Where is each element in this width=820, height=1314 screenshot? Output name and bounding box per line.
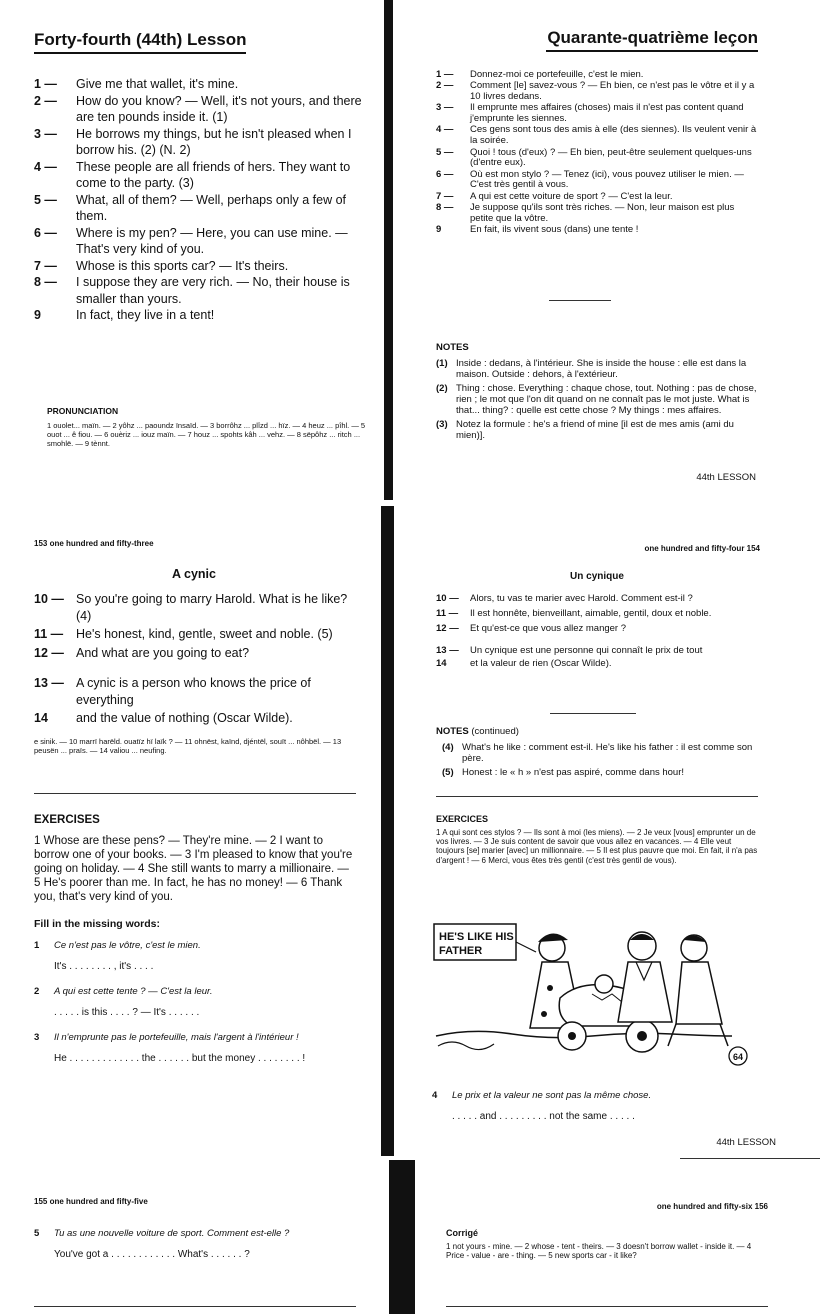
separator-line bbox=[549, 300, 611, 301]
exercices-text: 1 A qui sont ces stylos ? — Ils sont à moi (les miens). — 2 Je veux [vous] emprunter un de vos livres. — 3 Je suis content de savoir que vous allez en vacances. — 4 Elle veut toujours [se] marier [avec] un millionnaire. — 5 Il est plus pauvre que moi. En fait, il n'a pas d'argent ! — 6 Merci, vous êtes très gentil (c'est très gentil de vous). bbox=[436, 828, 758, 865]
list-item: 4 — Ces gens sont tous des amis à elle (des siennes). Ils veulent venir à la soirée. bbox=[436, 124, 757, 147]
page-155 bbox=[34, 567, 354, 755]
separator-line bbox=[34, 793, 356, 794]
page-156 bbox=[436, 571, 758, 670]
fill-item: 3 Il n'emprunte pas le portefeuille, mais l'argent à l'intérieur ! bbox=[34, 1032, 299, 1043]
note-item: (1) Inside : dedans, à l'intérieur. She is inside the house : elle est dans la maison. Outside : dehors, à l'extérieur. bbox=[436, 358, 747, 380]
pronunciation-text: 1 ouolet... maïn. — 2 yôhz ... paoundz ïnsaïd. — 3 borrôhz ... plîzd ... hïz. — 4 heuz ... pîhl. — 5 ouot ... ê fiou. — 6 ouèriz ... iouz maïn. — 7 houz ... spohts kâh ... vehz. — 8 sëpôhz ... ritch ... smohlë. — 9 tènnt. bbox=[47, 421, 366, 448]
list-item: 1 — Give me that wallet, it's mine. bbox=[34, 77, 239, 91]
list-item: 8 — I suppose they are very rich. — No, their house is smaller than yours. bbox=[34, 275, 350, 306]
pronunciation-text-2: e sinik. — 10 marrï harëld. ouatïz hï laïk ? — 11 ohnëst, kaïnd, djéntël, souït ... nôhbël. — 13 peusën ... praïs. — 14 valiou ... neufing. bbox=[34, 736, 342, 755]
list-item: 10 — Alors, tu vas te marier avec Harold. Comment est-il ? bbox=[436, 593, 693, 604]
list-item: 8 — Je suppose qu'ils sont très riches. — Non, leur maison est plus petite que la vôtre. bbox=[436, 202, 735, 224]
list-item: 3 — Il emprunte mes affaires (choses) mais il n'est pas content quand j'emprunte les siennes. bbox=[436, 102, 744, 125]
list-item: 6 — Où est mon stylo ? — Tenez (ici), vous pouvez utiliser le mien. — C'est très gentil à vous. bbox=[436, 168, 744, 191]
list-item: 12 — And what are you going to eat? bbox=[34, 645, 250, 660]
note-item: (5) Honest : le « h » n'est pas aspiré, comme dans hour! bbox=[442, 767, 685, 778]
lesson-title-fr: Quarante-quatrième leçon bbox=[547, 28, 758, 47]
lesson-label: 44th LESSON bbox=[696, 472, 756, 483]
page-footer-155: 155 one hundred and fifty-five bbox=[34, 1197, 148, 1206]
notes-continued: (continued) bbox=[471, 726, 519, 737]
fill-item-5: 5 Tu as une nouvelle voiture de sport. Comment est-elle ? You've got a . . . . . . . . . . . . What's . . . . . . ? bbox=[34, 1228, 356, 1262]
cartoon-caption-line2: FATHER bbox=[439, 945, 483, 957]
corrige-text: 1 not yours - mine. — 2 whose - tent - theirs. — 3 doesn't borrow wallet - inside it. — 4 Price - value - are - thing. — 5 new sports car - it like? bbox=[446, 1242, 752, 1261]
lesson-lines-en bbox=[34, 76, 369, 324]
exercices-heading: EXERCICES bbox=[436, 814, 489, 824]
fill-item: 1 Ce n'est pas le vôtre, c'est le mien. bbox=[34, 940, 201, 951]
list-item: 13 — A cynic is a person who knows the price of everything bbox=[34, 676, 311, 707]
exercices-block bbox=[436, 814, 758, 865]
fill-answer-line: He . . . . . . . . . . . . . the . . . . . . but the money . . . . . . . . ! bbox=[54, 1053, 306, 1064]
title-underline bbox=[34, 52, 246, 54]
list-item: 7 — Whose is this sports car? — It's theirs. bbox=[34, 258, 289, 273]
cynic-lines-fr bbox=[436, 594, 758, 670]
separator-line bbox=[446, 1306, 768, 1307]
page-footer-154: one hundred and fifty-four 154 bbox=[644, 544, 760, 553]
section-title-en: A cynic bbox=[171, 567, 216, 581]
cartoon-drawing bbox=[432, 918, 762, 1070]
note-item: (3) Notez la formule : he's a friend of mine [il est de mes amis (ami du mien)]. bbox=[436, 419, 734, 441]
list-item: 1 — Donnez-moi ce portefeuille, c'est le mien. bbox=[436, 69, 644, 80]
fill-item-4: 4 Le prix et la valeur ne sont pas la même chose. . . . . . and . . . . . . . . . not the same . . . . . bbox=[432, 1090, 758, 1124]
cynic-lines-en bbox=[34, 591, 354, 727]
section-title-fr: Un cynique bbox=[570, 571, 624, 582]
gutter-band-bottom bbox=[389, 1160, 415, 1314]
list-item: 14 et la valeur de rien (Oscar Wilde). bbox=[436, 658, 612, 670]
list-item: 14 and the value of nothing (Oscar Wilde). bbox=[34, 711, 293, 725]
list-item: 10 — So you're going to marry Harold. What is he like? (4) bbox=[34, 592, 348, 623]
page-footer-156: one hundred and fifty-six 156 bbox=[656, 1202, 768, 1211]
lesson-label: 44th LESSON bbox=[716, 1137, 776, 1148]
fill-heading: Fill in the missing words: bbox=[34, 918, 161, 930]
list-item: 3 — He borrows my things, but he isn't pleased when I borrow his. (2) (N. 2) bbox=[34, 126, 352, 157]
exercises-text: 1 Whose are these pens? — They're mine. — 2 I want to borrow one of your books. — 3 I'm pleased to know that you're going on holiday. — 4 She still wants to marry a millionaire. — 5 He's poorer than me. In fact, he has no money! — 6 Thank you, that's very kind of you. bbox=[34, 835, 353, 903]
fill-answer-line: You've got a . . . . . . . . . . . . What's . . . . . . ? bbox=[54, 1249, 250, 1260]
gutter-band-middle bbox=[381, 506, 394, 1156]
list-item: 4 — These people are all friends of hers. They want to come to the party. (3) bbox=[34, 159, 351, 190]
list-item: 12 — Et qu'est-ce que vous allez manger ? bbox=[436, 622, 627, 634]
list-item: 6 — Where is my pen? — Here, you can use mine. — That's very kind of you. bbox=[34, 225, 348, 256]
page-153 bbox=[34, 30, 369, 324]
notes-block-2 bbox=[436, 726, 758, 781]
separator-line bbox=[680, 1158, 820, 1159]
notes-heading: NOTES bbox=[436, 342, 469, 353]
separator-line bbox=[550, 713, 636, 714]
list-item: 5 — What, all of them? — Well, perhaps only a few of them. bbox=[34, 192, 347, 223]
title-underline bbox=[546, 50, 758, 52]
page-154 bbox=[436, 28, 758, 236]
pronunciation-heading: PRONUNCIATION bbox=[47, 406, 119, 416]
lesson-lines-fr bbox=[436, 70, 758, 236]
separator-line bbox=[436, 796, 758, 797]
fill-item: 2 A qui est cette tente ? — C'est la leur. bbox=[34, 986, 213, 997]
notes-heading: NOTES bbox=[436, 726, 469, 737]
fill-answer-line: It's . . . . . . . . , it's . . . . bbox=[54, 961, 154, 972]
cartoon-illustration bbox=[432, 918, 762, 1070]
note-item: (4) What's he like : comment est-il. He's like his father : il est comme son père. bbox=[442, 742, 753, 764]
note-item: (2) Thing : chose. Everything : chaque chose, tout. Nothing : pas de chose, rien ; le mot que l'on dit quand on ne connaît pas le mot juste. What is that... thing? : quelle est cette chose ? My things : mes affaires. bbox=[436, 383, 757, 416]
list-item: 5 — Quoi ! tous (d'eux) ? — Eh bien, peut-être seulement quelques-uns (d'entre eux). bbox=[436, 146, 752, 169]
cartoon-caption-line1: HE'S LIKE HIS bbox=[439, 931, 514, 943]
list-item: 9 In fact, they live in a tent! bbox=[34, 308, 215, 322]
list-item: 9 En fait, ils vivent sous (dans) une tente ! bbox=[436, 224, 639, 236]
exercises-block bbox=[34, 814, 356, 1066]
lesson-title-en: Forty-fourth (44th) Lesson bbox=[34, 30, 247, 49]
list-item: 13 — Un cynique est une personne qui connaît le prix de tout bbox=[436, 645, 703, 657]
list-item: 2 — How do you know? — Well, it's not yours, and there are ten pounds inside it. (1) bbox=[34, 93, 362, 124]
list-item: 2 — Comment [le] savez-vous ? — Eh bien, ce n'est pas le vôtre et il y a 10 livres dedans. bbox=[436, 80, 755, 103]
corrige-heading: Corrigé bbox=[446, 1228, 479, 1238]
exercises-heading: EXERCISES bbox=[34, 814, 100, 826]
list-item: 11 — He's honest, kind, gentle, sweet and noble. (5) bbox=[34, 627, 333, 641]
list-item: 7 — A qui est cette voiture de sport ? — C'est la leur. bbox=[436, 190, 673, 202]
separator-line bbox=[34, 1306, 356, 1307]
list-item: 11 — Il est honnête, bienveillant, aimable, gentil, doux et noble. bbox=[436, 607, 712, 619]
notes-block-1 bbox=[436, 342, 758, 444]
cartoon-signature: 64 bbox=[732, 1052, 744, 1062]
fill-answer-line: . . . . . and . . . . . . . . . not the same . . . . . bbox=[452, 1111, 635, 1122]
pronunciation-block-1 bbox=[47, 406, 369, 448]
fill-answer-line: . . . . . is this . . . . ? — It's . . . . . . bbox=[54, 1007, 200, 1018]
corrige-block bbox=[446, 1228, 768, 1260]
page-footer-153: 153 one hundred and fifty-three bbox=[34, 539, 154, 548]
gutter-band-top bbox=[384, 0, 393, 500]
